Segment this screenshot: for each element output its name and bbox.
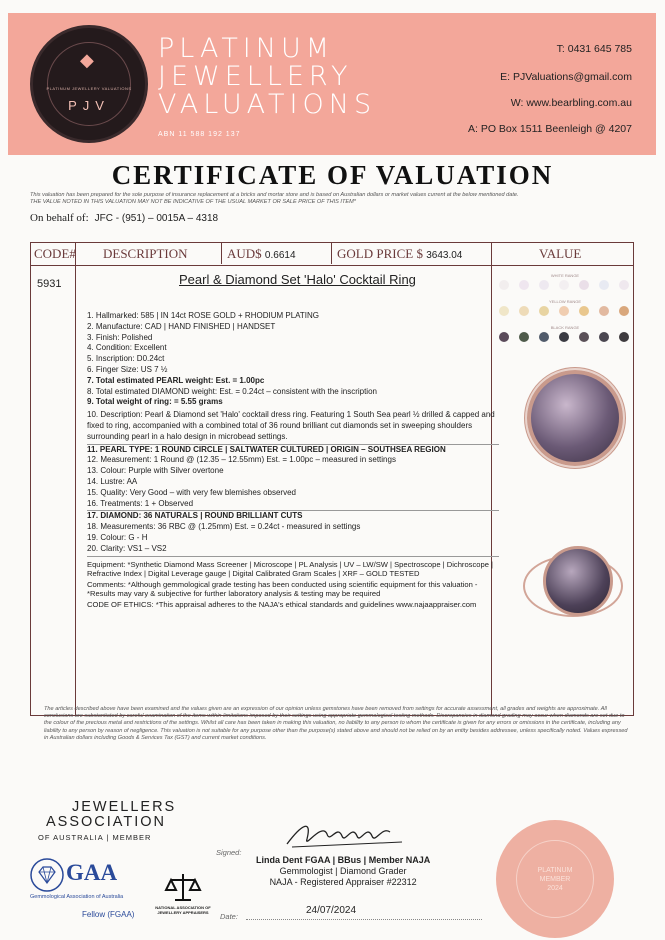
item-code: 5931 (37, 278, 62, 290)
spec-list (87, 311, 499, 610)
list-item: 18. Measurements: 36 RBC @ (1.25mm) Est. = 0.24ct - measured in settings (87, 522, 361, 532)
abn: ABN 11 588 192 137 (158, 131, 241, 138)
list-item: 8. Total estimated DIAMOND weight: Est. = 0.24ct – consistent with the inscription (87, 386, 377, 396)
col-gold: GOLD PRICE $ 3643.04 (337, 246, 463, 261)
signature (282, 814, 412, 854)
page-title: CERTIFICATE OF VALUATION (111, 160, 554, 190)
description: 10. Description: Pearl & Diamond set 'Halo' cocktail dress ring. Featuring 1 South Sea pearl ½ drilled & capped and fixed to ring, accompanied with a combined total of 36 round brilliant cut diamonds set in sweeping shoulders surrounding pearl in a halo design in microbead settings. (87, 410, 495, 441)
naja-logo: NATIONAL ASSOCIATION OF JEWELLERY APPRAISERS (150, 872, 216, 915)
company-name: PLATINUM JEWELLERY VALUATIONS (158, 33, 377, 120)
diamond-icon: ◆ (80, 50, 94, 70)
ring-photo-front (527, 370, 623, 466)
gaa-diamond-icon (30, 858, 64, 892)
pjv-logo: ◆ PLATINUM JEWELLERY VALUATIONS PJV (30, 25, 148, 143)
terms-fine-print: The articles described above have been examined and the values given are an expression of our opinion unless gemstones have been removed from settings for accurate assessment, all grades and weights are approximate. All conclusions are substantiated by careful examination of the items within limitations imposed by their settings using appropriate gemmological testing methods. Discrepancies in diamond grading may occur when diamonds are set due to the colour of the precious metal and restrictions of the settings. Whilst all care has been taken in making this valuation, no liability to any person to whom the certificate is given for any errors or omissions in the certificate, including any liability to any person by reason of negligence. This valuation is not suitable for any purpose other than the purpose(s) stated above and should not be relied on by an entity besides addressee, unless specifically noted. Values expressed in Australian dollars including Goods & Services Tax (GST) and current market conditions. (44, 706, 628, 741)
list-item: 4. Condition: Excellent (87, 343, 167, 353)
list-item: 5. Inscription: D0.24ct (87, 354, 165, 364)
valuation-table (30, 242, 634, 716)
list-item: 13. Colour: Purple with Silver overtone (87, 466, 224, 476)
list-item: 6. Finger Size: US 7 ½ (87, 364, 168, 374)
col-aud: AUD$ 0.6614 (227, 246, 296, 261)
email: E: PJValuations@gmail.com (500, 71, 632, 83)
list-item: 12. Measurement: 1 Round @ (12.35 – 12.55mm) Est. = 1.00pc – measured in settings (87, 455, 396, 465)
list-item: 3. Finish: Polished (87, 332, 153, 342)
scales-icon (163, 872, 203, 904)
member-seal: PLATINUM MEMBER 2024 (496, 820, 614, 938)
list-item: 9. Total weight of ring: = 5.55 grams (87, 397, 223, 407)
list-item: 14. Lustre: AA (87, 476, 138, 486)
code-of-ethics: CODE OF ETHICS: *This appraisal adheres to the NAJA's ethical standards and guidelines www.najaappraiser.com (87, 599, 477, 609)
on-behalf-of: On behalf of: JFC - (951) – 0015A – 4318 (30, 212, 219, 224)
jewellers-association-logo: JEWELLERS ASSOCIATION OF AUSTRALIA | MEMBER (38, 799, 177, 842)
signed-label: Signed: (216, 848, 242, 857)
list-item: 15. Quality: Very Good – with very few blemishes observed (87, 487, 296, 497)
item-title: Pearl & Diamond Set 'Halo' Cocktail Ring (179, 272, 416, 287)
equipment: Equipment: *Synthetic Diamond Mass Screener | Microscope | PL Analysis | UV – LW/SW | Spectroscope | Dichroscope | Refractive Index | Digital Leverage gauge | Digital Calibrated Gram Scales | XRF – GOLD TESTED (87, 559, 494, 579)
list-item: 1. Hallmarked: 585 | IN 14ct ROSE GOLD + RHODIUM PLATING (87, 311, 319, 320)
list-item: 2. Manufacture: CAD | HAND FINISHED | HANDSET (87, 321, 276, 331)
phone: T: 0431 645 785 (556, 43, 632, 55)
address: A: PO Box 1511 Beenleigh @ 4207 (468, 123, 632, 135)
pearl-type: 11. PEARL TYPE: 1 ROUND CIRCLE | SALTWATER CULTURED | ORIGIN – SOUTHSEA REGION (87, 444, 446, 454)
valuation-date: 24/07/2024 (306, 905, 357, 916)
gaa-logo: GAA Gemmological Association of Australia Fellow (FGAA) (30, 860, 135, 919)
pearl-colour-chart: WHITE RANGE YELLOW RANGE BLACK RANGE (497, 273, 633, 353)
col-value: VALUE (539, 246, 582, 261)
diamond-type: 17. DIAMOND: 36 NATURALS | ROUND BRILLIANT CUTS (87, 511, 303, 521)
col-description: DESCRIPTION (103, 246, 188, 261)
list-item: 16. Treatments: 1 + Observed (87, 498, 194, 508)
website: W: www.bearbling.com.au (510, 97, 632, 109)
col-code: CODE# (34, 246, 76, 261)
signer-details: Linda Dent FGAA | BBus | Member NAJA Gemmologist | Diamond Grader NAJA - Registered Appraiser #22312 (256, 855, 431, 887)
list-item: 20. Clarity: VS1 – VS2 (87, 543, 167, 553)
letterhead (8, 13, 656, 155)
date-label: Date: (220, 912, 238, 921)
comments: Comments: *Although gemmological grade testing has been conducted using scientific equipment for this valuation - *Results may vary & subjective for further laboratory analysis & testing may be required (87, 579, 478, 599)
disclaimer: This valuation has been prepared for the sole purpose of insurance replacement at a bricks and mortar store and is based on Australian dollars or market values current at the below mentioned date. THE VALUE NOTED IN THIS VALUATION MAY NOT BE INDICATIVE OF THE USUAL MARKET OR SALE PRICE OF THIS ITEM* (30, 192, 519, 205)
ring-photo-side (543, 546, 613, 616)
list-item: 7. Total estimated PEARL weight: Est. = 1.00pc (87, 375, 265, 385)
list-item: 19. Colour: G - H (87, 532, 148, 542)
